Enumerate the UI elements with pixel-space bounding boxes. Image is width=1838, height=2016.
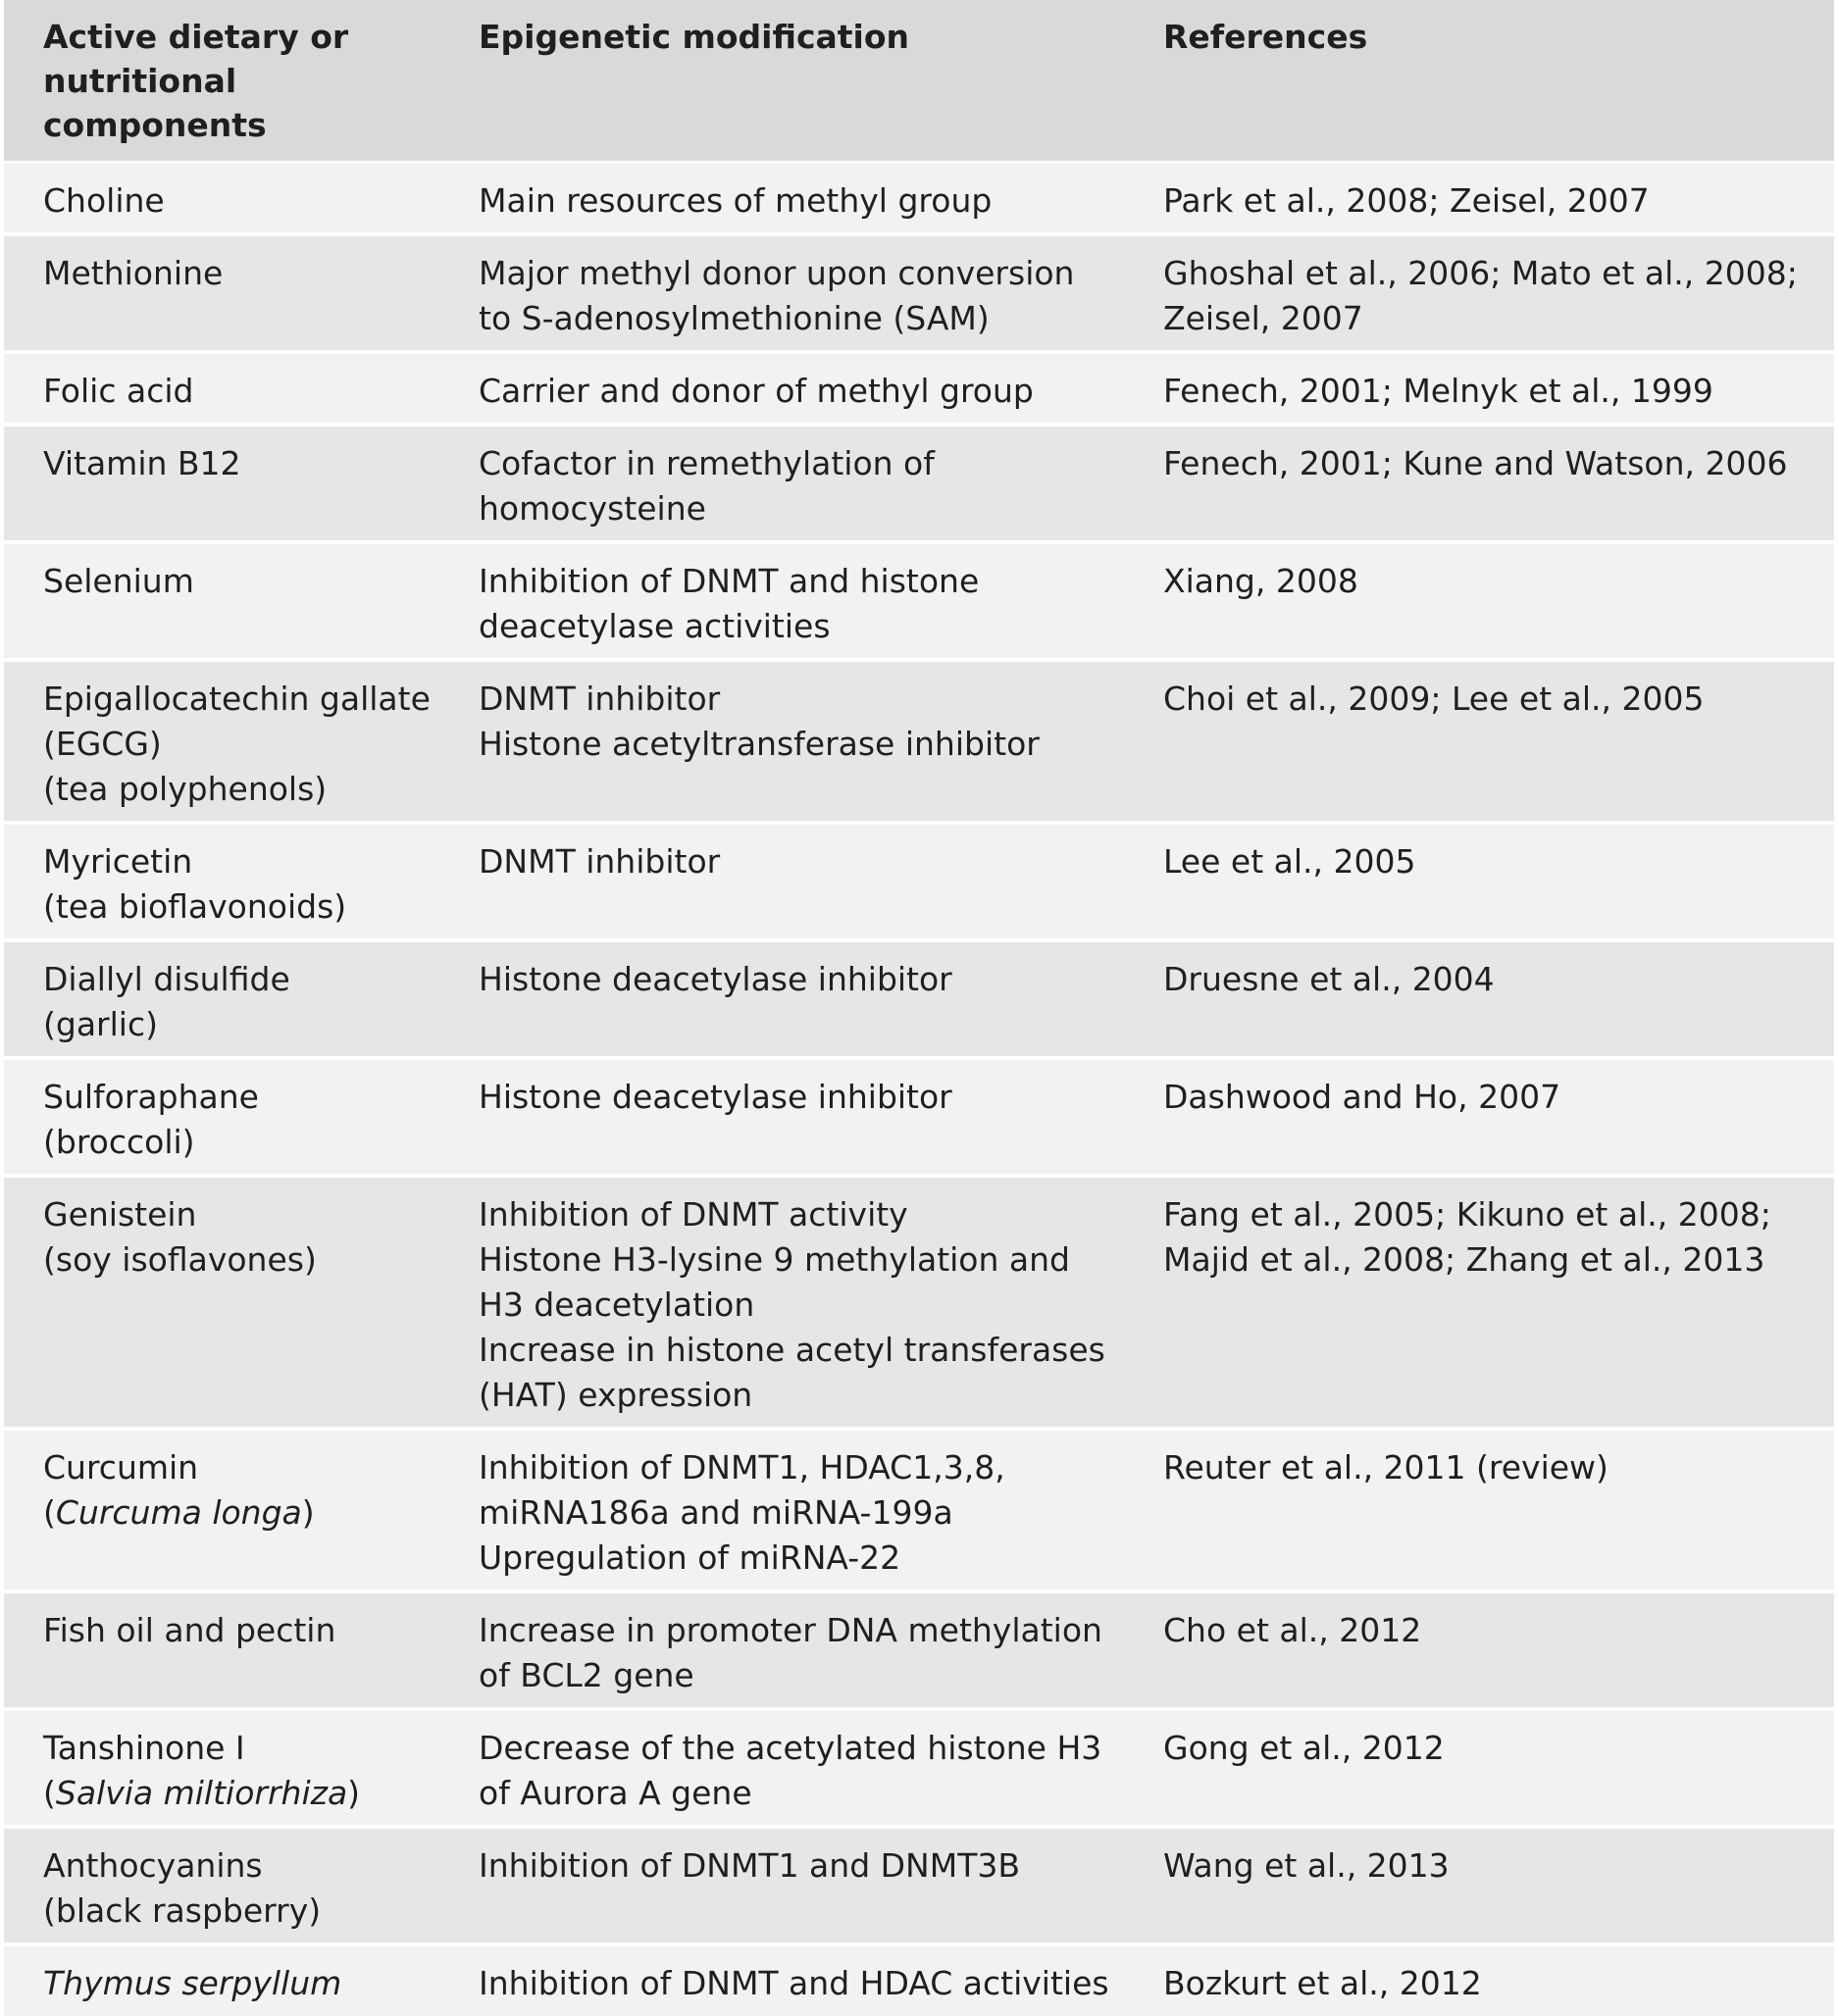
- cell-component: Selenium: [4, 544, 439, 662]
- cell-references: Choi et al., 2009; Lee et al., 2005: [1122, 662, 1834, 825]
- cell-modification: Histone deacetylase inhibitor: [439, 942, 1122, 1060]
- cell-references: Ghoshal et al., 2006; Mato et al., 2008; Zeisel, 2007: [1122, 236, 1834, 354]
- cell-component: Folic acid: [4, 354, 439, 427]
- header-modification: Epigenetic modification: [439, 0, 1122, 164]
- table-row: [4, 942, 1834, 1060]
- cell-modification: Inhibition of DNMT1, HDAC1,3,8, miRNA186a and miRNA-199a Upregulation of miRNA-22: [439, 1431, 1122, 1593]
- cell-modification: Inhibition of DNMT activity Histone H3-lysine 9 methylation and H3 deacetylation Increase in histone acetyl transferases (HAT) expression: [439, 1178, 1122, 1431]
- cell-references: Fenech, 2001; Kune and Watson, 2006: [1122, 427, 1834, 544]
- cell-modification: Inhibition of DNMT1 and DNMT3B: [439, 1829, 1122, 1946]
- header-references: References: [1122, 0, 1834, 164]
- cell-component: Thymus serpyllum: [4, 1946, 439, 2016]
- cell-component: Sulforaphane (broccoli): [4, 1060, 439, 1178]
- header-row: [4, 0, 1834, 164]
- cell-references: Park et al., 2008; Zeisel, 2007: [1122, 164, 1834, 236]
- cell-modification: Decrease of the acetylated histone H3 of Aurora A gene: [439, 1711, 1122, 1829]
- table-row: [4, 662, 1834, 825]
- table-row: [4, 236, 1834, 354]
- cell-references: Druesne et al., 2004: [1122, 942, 1834, 1060]
- cell-component: Myricetin (tea bioflavonoids): [4, 825, 439, 942]
- table-row: [4, 544, 1834, 662]
- cell-modification: Main resources of methyl group: [439, 164, 1122, 236]
- cell-modification: Histone deacetylase inhibitor: [439, 1060, 1122, 1178]
- table-row: [4, 1946, 1834, 2016]
- header-component: Active dietary or nutritional components: [4, 0, 439, 164]
- cell-component: Epigallocatechin gallate (EGCG) (tea polyphenols): [4, 662, 439, 825]
- cell-component: Anthocyanins (black raspberry): [4, 1829, 439, 1946]
- cell-modification: Inhibition of DNMT and HDAC activities: [439, 1946, 1122, 2016]
- cell-modification: Major methyl donor upon conversion to S-adenosylmethionine (SAM): [439, 236, 1122, 354]
- cell-modification: DNMT inhibitor: [439, 825, 1122, 942]
- cell-modification: Inhibition of DNMT and histone deacetylase activities: [439, 544, 1122, 662]
- cell-component: Vitamin B12: [4, 427, 439, 544]
- cell-references: Lee et al., 2005: [1122, 825, 1834, 942]
- epigenetic-table: [4, 0, 1834, 2016]
- cell-component: Diallyl disulfide (garlic): [4, 942, 439, 1060]
- cell-references: Gong et al., 2012: [1122, 1711, 1834, 1829]
- table-row: [4, 164, 1834, 236]
- table-header: [4, 0, 1834, 164]
- cell-modification: Carrier and donor of methyl group: [439, 354, 1122, 427]
- table-body: [4, 164, 1834, 2016]
- cell-component: Genistein (soy isoflavones): [4, 1178, 439, 1431]
- cell-references: Bozkurt et al., 2012: [1122, 1946, 1834, 2016]
- cell-component: Curcumin (Curcuma longa): [4, 1431, 439, 1593]
- cell-references: Reuter et al., 2011 (review): [1122, 1431, 1834, 1593]
- table-row: [4, 1829, 1834, 1946]
- table-row: [4, 1431, 1834, 1593]
- cell-modification: Increase in promoter DNA methylation of BCL2 gene: [439, 1593, 1122, 1711]
- table-row: [4, 1060, 1834, 1178]
- cell-references: Fenech, 2001; Melnyk et al., 1999: [1122, 354, 1834, 427]
- cell-references: Xiang, 2008: [1122, 544, 1834, 662]
- cell-modification: DNMT inhibitor Histone acetyltransferase inhibitor: [439, 662, 1122, 825]
- table-row: [4, 1711, 1834, 1829]
- cell-component: Methionine: [4, 236, 439, 354]
- table-row: [4, 1593, 1834, 1711]
- table-row: [4, 825, 1834, 942]
- cell-component: Fish oil and pectin: [4, 1593, 439, 1711]
- table-row: [4, 354, 1834, 427]
- epigenetic-table-container: [4, 0, 1834, 2016]
- cell-references: Dashwood and Ho, 2007: [1122, 1060, 1834, 1178]
- cell-component: Choline: [4, 164, 439, 236]
- cell-references: Wang et al., 2013: [1122, 1829, 1834, 1946]
- table-row: [4, 427, 1834, 544]
- cell-modification: Cofactor in remethylation of homocysteine: [439, 427, 1122, 544]
- cell-references: Cho et al., 2012: [1122, 1593, 1834, 1711]
- cell-references: Fang et al., 2005; Kikuno et al., 2008; Majid et al., 2008; Zhang et al., 2013: [1122, 1178, 1834, 1431]
- table-row: [4, 1178, 1834, 1431]
- cell-component: Tanshinone I (Salvia miltiorrhiza): [4, 1711, 439, 1829]
